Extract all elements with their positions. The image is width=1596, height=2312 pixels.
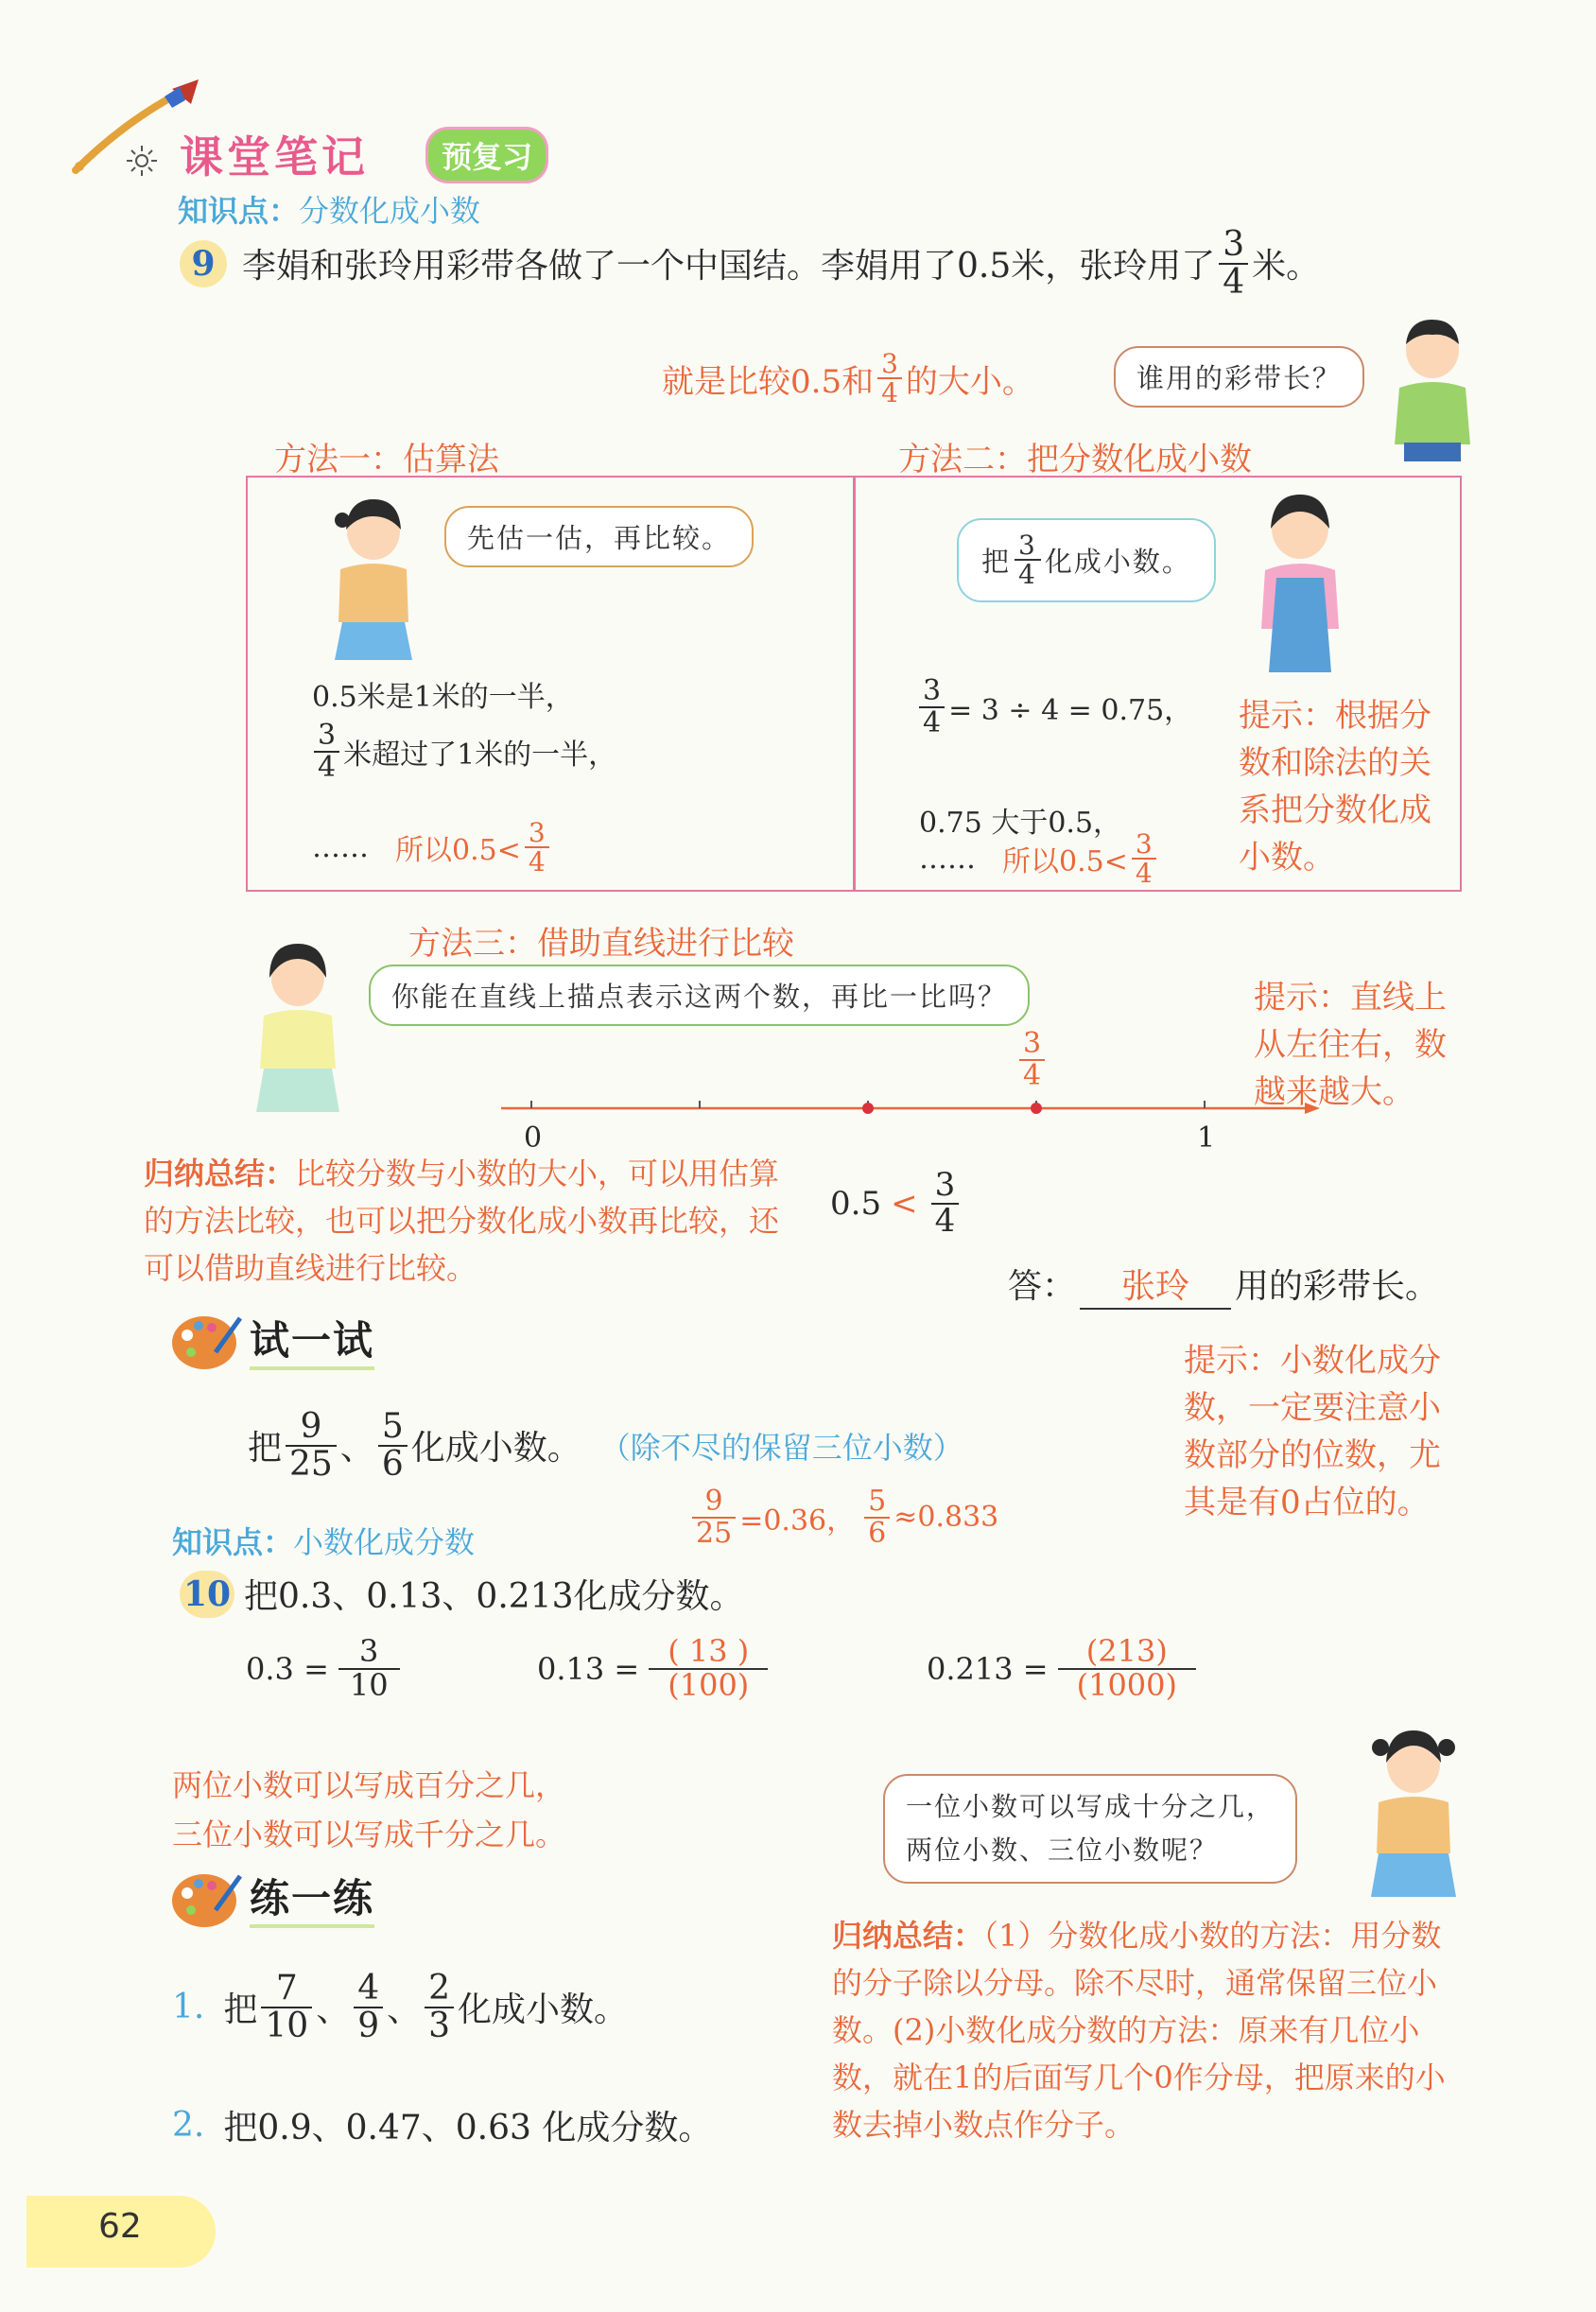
method-3-title: 方法三：借助直线进行比较 <box>408 925 794 963</box>
method-2-line-3: …… 所以0.5< $\frac{3}{4}$ <box>919 830 1160 888</box>
method-2-line-2: 0.75 大于0.5， <box>919 807 1122 840</box>
compare-result: 0.5 < $\frac{3}{4}$ <box>830 1169 963 1238</box>
page-number: 62 <box>98 2207 142 2246</box>
problem-10-eq-2: 0.13 = $\frac{( 13 )}{(100)}$ <box>537 1636 772 1701</box>
method-2-hint: 提示：根据分数和除法的关系把分数化成小数。 <box>1239 697 1431 877</box>
girl-teacher-illustration <box>1229 487 1371 676</box>
number-line-zero: 0 <box>524 1121 543 1155</box>
try-hint: 提示：小数化成分数，一定要注意小数部分的位数，尤其是有0占位的。 <box>1184 1342 1441 1521</box>
knowledge-point: 知识点：分数化成小数 <box>178 193 481 229</box>
header-title: 课堂笔记 <box>180 131 369 183</box>
methods-divider <box>853 476 856 892</box>
practice-question-1: 1. 把 $\frac{7}{10}$ 、 $\frac{4}{9}$ 、 $\frac{2}{3}$ 化成小数。 <box>172 1969 629 2045</box>
sun-icon <box>123 142 161 180</box>
summary-2: 归纳总结：（1）分数化成小数的方法：用分数的分子除以分母。除不尽时，通常保留三位小数。(2)小数化成分数的方法：原来有几位小数，就在1的后面写几个0作分母，把原来的小数去掉小数点作分子。 <box>832 1918 1446 2143</box>
method-1-line-1: 0.5米是1米的一半， <box>312 681 574 714</box>
try-answer: $\frac{9}{25}$ =0.36， $\frac{5}{6}$ ≈0.833 <box>688 1486 998 1548</box>
try-section-header: 试一试 <box>168 1307 374 1373</box>
boy-illustration <box>1380 312 1484 463</box>
problem-9: 9 李娟和张玲用彩带各做了一个中国结。李娟用了0.5米，张玲用了 $\frac{3}{4}$ 米。 <box>180 227 1320 301</box>
answer-blank: 张玲 <box>1080 1260 1231 1310</box>
method-3-hint: 提示：直线上从左往右，数越来越大。 <box>1254 979 1447 1111</box>
convert-bubble: 把 $\frac{3}{4}$ 化成小数。 <box>957 518 1216 602</box>
try-question: 把 $\frac{9}{25}$ 、 $\frac{5}{6}$ 化成小数。 （除不尽的保留三位小数） <box>248 1407 963 1484</box>
girl-illustration <box>321 492 425 662</box>
problem-10-eq-1: 0.3 = $\frac{3}{10}$ <box>246 1636 404 1701</box>
problem-10: 10 把0.3、0.13、0.213化成分数。 <box>180 1570 743 1618</box>
summary-1: 归纳总结：比较分数与小数的大小，可以用估算的方法比较，也可以把分数化成小数再比较，还可以借助直线进行比较。 <box>144 1156 780 1286</box>
problem-10-note: 两位小数可以写成百分之几， 三位小数可以写成千分之几。 <box>172 1767 566 1852</box>
question-bubble: 谁用的彩带长？ <box>1114 346 1364 408</box>
palette-icon <box>168 1307 244 1373</box>
decimal-bubble: 一位小数可以写成十分之几， 两位小数、三位小数呢？ <box>883 1774 1297 1884</box>
knowledge-point-2: 知识点：小数化成分数 <box>172 1524 476 1560</box>
method-1-line-3: …… 所以0.5< $\frac{3}{4}$ <box>312 819 553 877</box>
practice-section-header: 练一练 <box>168 1865 374 1931</box>
method-1-title: 方法一：估算法 <box>274 441 499 478</box>
header-badge: 预复习 <box>425 127 548 183</box>
number-line-one: 1 <box>1197 1121 1216 1155</box>
method-2-eq: $\frac{3}{4}$ = 3 ÷ 4 = 0.75， <box>915 676 1192 738</box>
girl-thinking-illustration <box>1352 1721 1475 1901</box>
fraction: $\frac{3}{4}$ <box>1219 227 1248 301</box>
number-line-fraction-label: $\frac{3}{4}$ <box>1015 1029 1049 1090</box>
header <box>66 76 596 189</box>
practice-question-2: 2. 把0.9、0.47、0.63 化成分数。 <box>172 2106 713 2147</box>
method-2-title: 方法二：把分数化成小数 <box>898 441 1252 478</box>
problem-number: 9 <box>180 240 227 287</box>
number-line-bubble: 你能在直线上描点表示这两个数，再比一比吗？ <box>369 965 1030 1026</box>
method-1-line-2: $\frac{3}{4}$ 米超过了1米的一半， <box>310 721 616 782</box>
girl-pointing-illustration <box>241 936 364 1116</box>
compare-note: 就是比较0.5和 $\frac{3}{4}$ 的大小。 <box>662 348 1034 409</box>
estimate-bubble: 先估一估，再比较。 <box>444 506 754 567</box>
answer-line: 答： 张玲 用的彩带长。 <box>1008 1260 1439 1310</box>
problem-number: 10 <box>180 1571 234 1618</box>
problem-10-eq-3: 0.213 = $\frac{(213)}{(1000)}$ <box>927 1636 1200 1701</box>
palette-icon <box>168 1865 244 1931</box>
